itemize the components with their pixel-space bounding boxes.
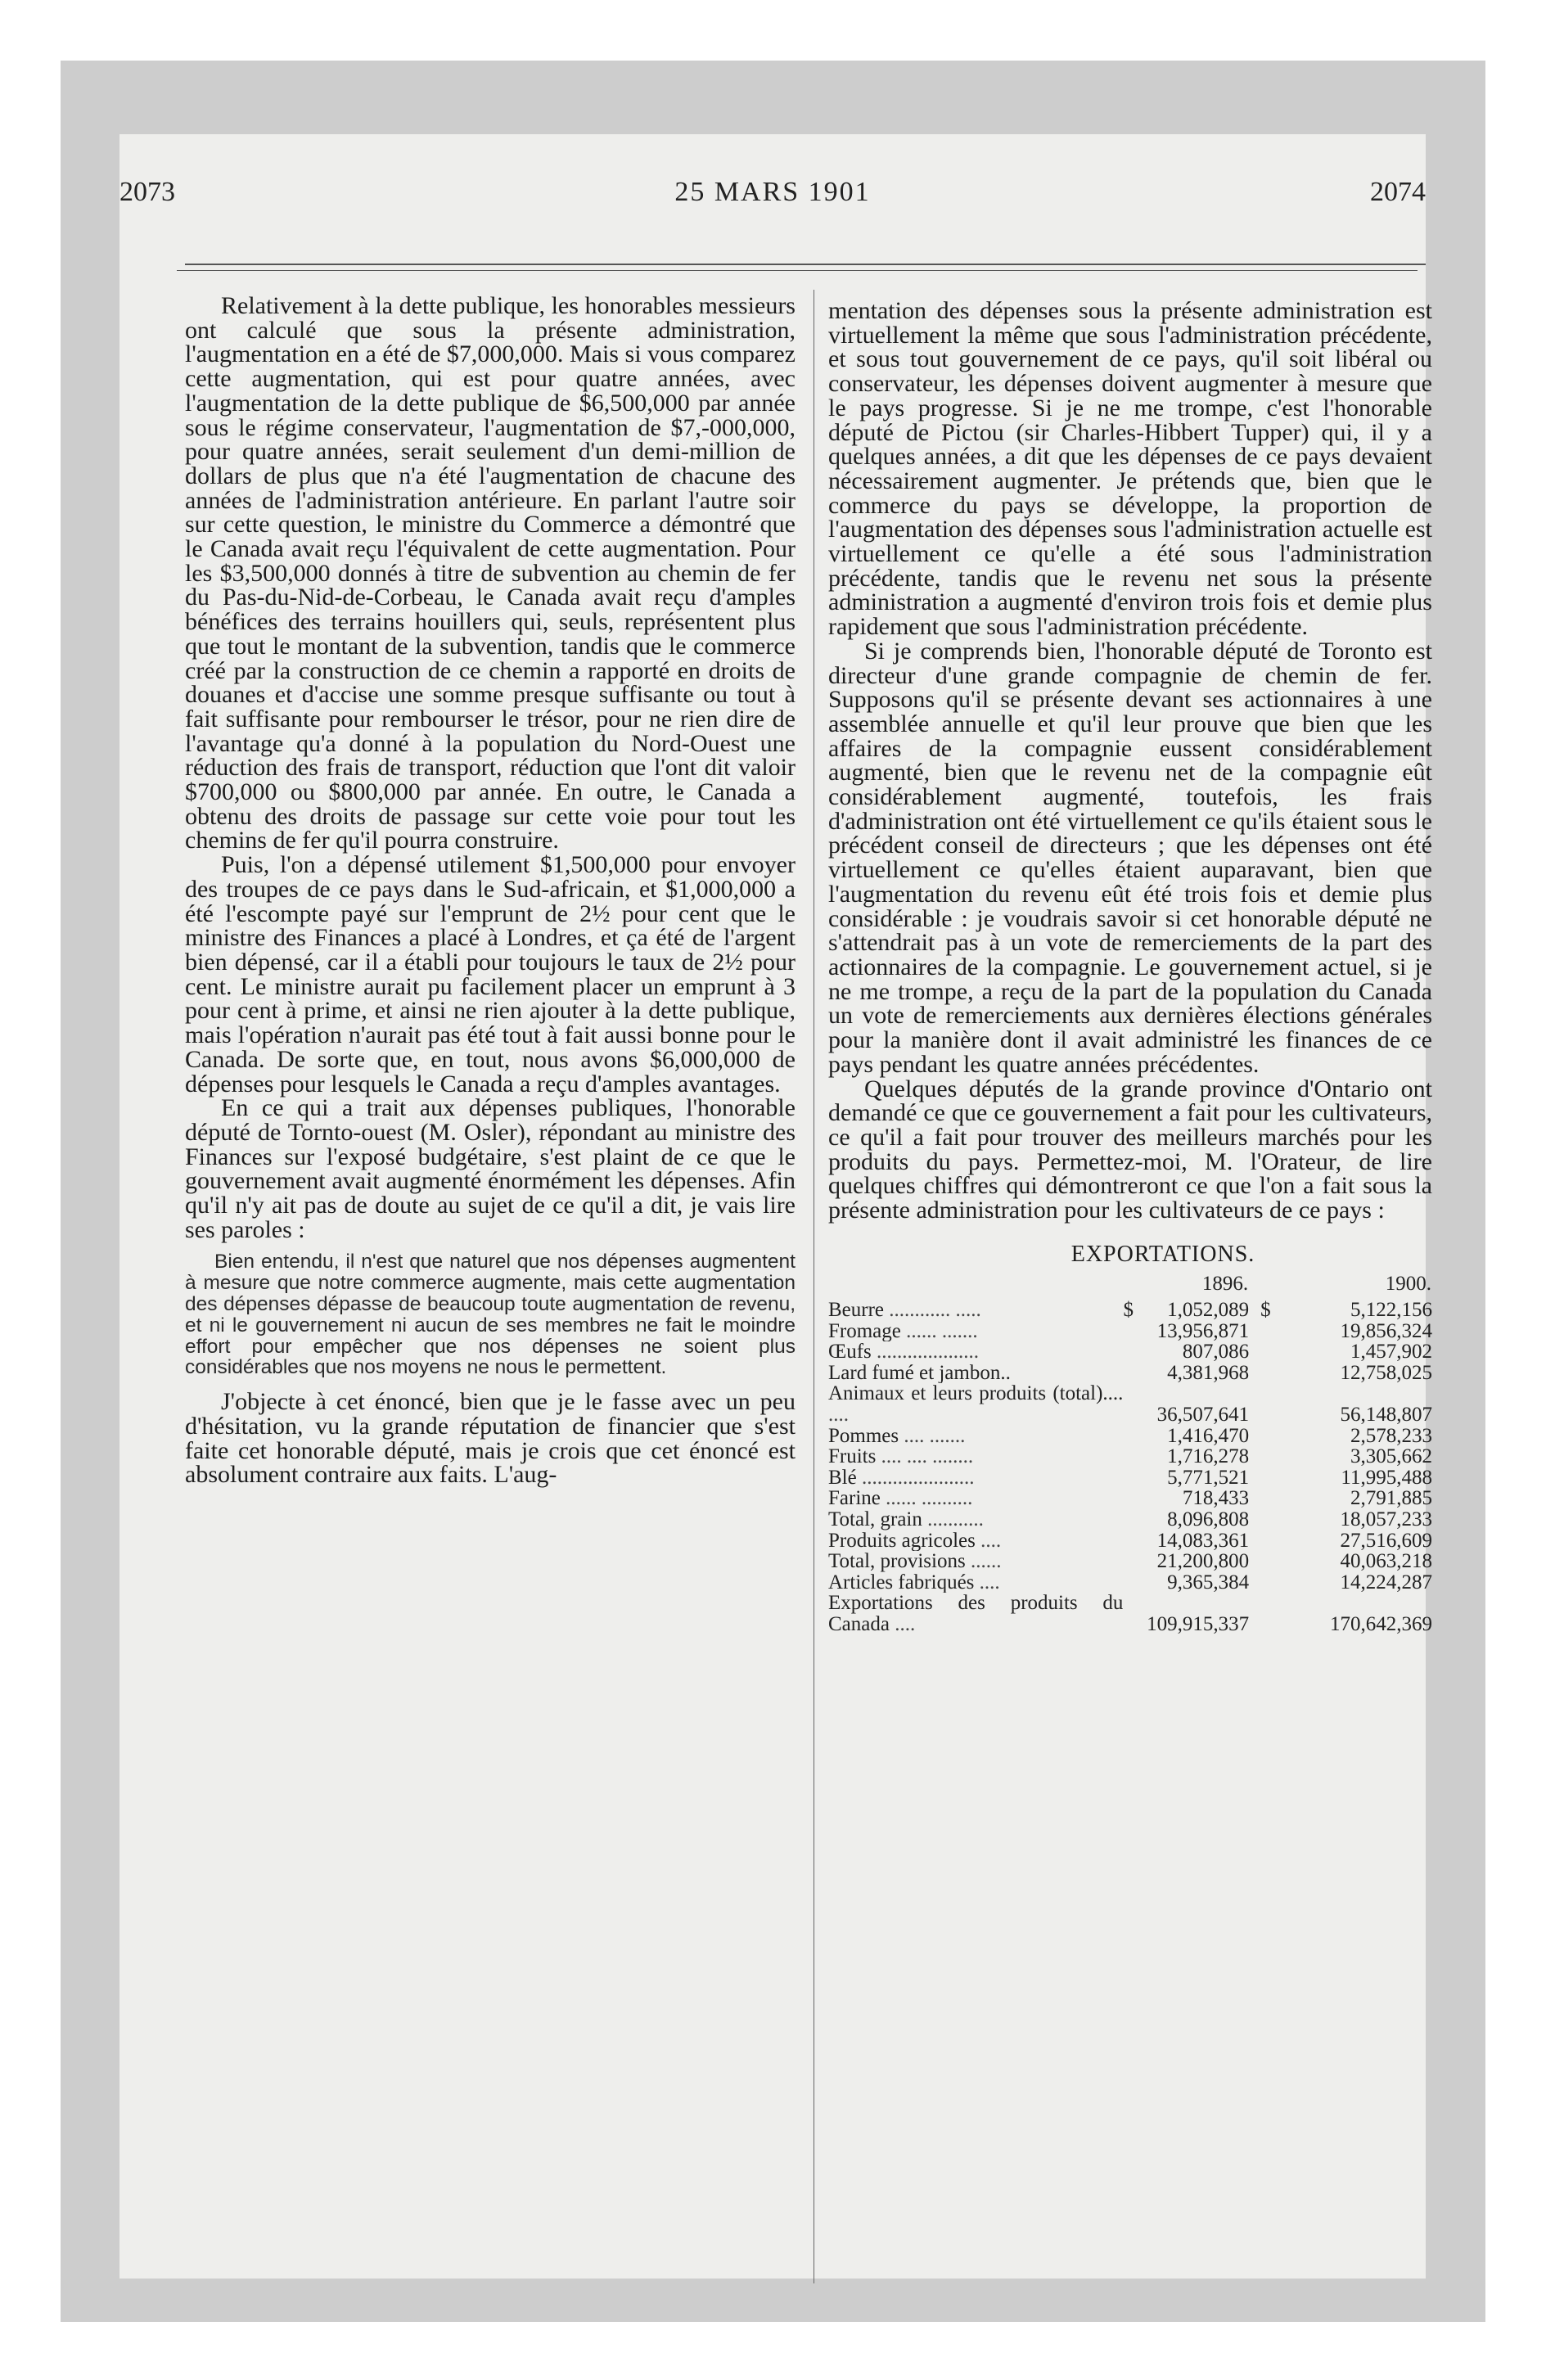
currency-1900 xyxy=(1249,1383,1284,1425)
export-item-label: Exportations des produits du Canada .... xyxy=(828,1593,1124,1635)
right-column xyxy=(828,299,1432,1635)
currency-1900 xyxy=(1249,1341,1284,1363)
value-1900: 14,224,287 xyxy=(1340,1571,1432,1593)
export-item-label: Articles fabriqués .... xyxy=(828,1571,1000,1593)
value-1896: 1,052,089 xyxy=(1167,1299,1250,1322)
currency-1900 xyxy=(1249,1467,1284,1489)
export-item-label: Blé ...................... xyxy=(828,1467,975,1489)
table-row xyxy=(828,1593,1432,1634)
table-row xyxy=(828,1530,1432,1552)
value-1896: 807,086 xyxy=(1182,1341,1250,1364)
table-row xyxy=(828,1321,1432,1342)
value-1900: 2,578,233 xyxy=(1350,1424,1432,1447)
export-item-label: Total, provisions ...... xyxy=(828,1551,1002,1572)
exports-header-row xyxy=(828,1273,1432,1300)
export-item-label: Pommes .... ....... xyxy=(828,1425,966,1447)
value-1896: 36,507,641 xyxy=(1156,1403,1250,1426)
value-1900: 1,457,902 xyxy=(1350,1341,1432,1364)
value-1896: 9,365,384 xyxy=(1167,1571,1250,1593)
table-row xyxy=(828,1509,1432,1530)
currency-1896 xyxy=(1123,1593,1147,1634)
table-row xyxy=(828,1363,1432,1384)
table-row xyxy=(828,1383,1432,1425)
currency-1896 xyxy=(1123,1426,1147,1447)
block-quote: Bien entendu, il n'est que naturel que nos dépenses augmentent à mesure que notre commerce augmente, mais cette augmentation des dépenses dépasse de beaucoup toute augmentation de revenu, et ni le gouvernement ni aucun de ses membres ne fait le moindre effort pour empêcher que nos dépenses ne soient plus considérables que nos moyens ne nous le permettent. xyxy=(185,1251,796,1379)
export-item-label: Animaux et leurs produits (total).... .... xyxy=(828,1383,1124,1426)
table-row xyxy=(828,1572,1432,1593)
value-1896: 718,433 xyxy=(1182,1487,1250,1510)
currency-1900 xyxy=(1249,1572,1284,1593)
right-paragraph-2: Si je comprends bien, l'honorable député de Toronto est directeur d'une grande compagnie de chemin de fer. Supposons qu'il se présente devant ses actionnaires à une assemblée annuelle et qu'il leur prouve que bien que les affaires de la compagnie eussent considérablement augmenté, bien que le revenu net de la compagnie eût considérablement augmenté, toutefois, les frais d'administration ont été virtuellement ce qu'ils étaient sous le précédent conseil de directeurs ; que les dépenses ont été virtuellement ce qu'elles étaient auparavant, bien que l'augmentation du revenu eût été trois fois et demie plus considérable : je voudrais savoir si cet honorable député ne s'attendrait pas à un vote de remerciements de la part des actionnaires de la compagnie. Le gouvernement actuel, si je ne me trompe, a reçu de la part de la population du Canada un vote de remerciements aux dernières élections générales pour la manière dont il avait administré les finances de ce pays pendant les quatre années précédentes. xyxy=(828,637,1432,1078)
right-paragraph-3: Quelques députés de la grande province d'Ontario ont demandé ce que ce gouvernement a fait pour les cultivateurs, ce qu'il a fait pour trouver des meilleurs marchés pour les produits du pays. Permettez-moi, M. l'Orateur, de lire quelques chiffres qui démontreront ce que l'on a fait sous la présente administration pour les cultivateurs de ce pays : xyxy=(828,1075,1432,1224)
value-1896: 109,915,337 xyxy=(1147,1612,1250,1635)
page-paper xyxy=(119,134,1432,2279)
currency-1896 xyxy=(1123,1488,1147,1509)
value-1896: 21,200,800 xyxy=(1156,1550,1250,1573)
value-1900: 2,791,885 xyxy=(1350,1487,1432,1510)
value-1900: 3,305,662 xyxy=(1350,1445,1432,1468)
page-date: 25 MARS 1901 xyxy=(674,177,871,207)
value-1900: 170,642,369 xyxy=(1330,1612,1432,1635)
table-row xyxy=(828,1341,1432,1363)
right-paragraph-1: mentation des dépenses sous la présente administration est virtuellement la même que sous l'administration précédente, et sous tout gouvernement de ce pays, qu'il soit libéral ou conservateur, les dépenses doivent augmenter à mesure que le pays progresse. Si je ne me trompe, c'est l'honorable député de Pictou (sir Charles-Hibbert Tupper) qui, il y a quelques années, a dit que les dépenses de ce pays devaient nécessairement augmenter. Je prétends que, bien que le commerce du pays se développe, la proportion de l'augmentation des dépenses sous l'administration actuelle est virtuellement ce qu'elle a été sous l'administration précédente, tandis que le revenu net sous la présente administration a augmenté d'environ trois fois et demie plus rapidement que sous l'administration précédente. xyxy=(828,297,1432,641)
export-item-label: Fruits .... .... ........ xyxy=(828,1446,974,1467)
value-1896: 4,381,968 xyxy=(1167,1361,1250,1384)
table-row xyxy=(828,1488,1432,1509)
currency-1896 xyxy=(1123,1509,1147,1530)
currency-1900 xyxy=(1249,1530,1284,1552)
currency-1900 xyxy=(1249,1509,1284,1530)
table-row xyxy=(828,1551,1432,1572)
value-1896: 13,956,871 xyxy=(1156,1319,1250,1342)
currency-1900 xyxy=(1249,1446,1284,1467)
value-1900: 27,516,609 xyxy=(1340,1529,1432,1552)
export-item-label: Total, grain ........... xyxy=(828,1508,984,1530)
export-item-label: Lard fumé et jambon.. xyxy=(828,1362,1011,1384)
header-rule xyxy=(185,264,1426,265)
currency-1896 xyxy=(1123,1551,1147,1572)
year-1896-header: 1896. xyxy=(1201,1273,1249,1296)
exports-table xyxy=(828,1273,1432,1634)
export-item-label: Produits agricoles .... xyxy=(828,1530,1002,1552)
left-paragraph-1: Relativement à la dette publique, les honorables messieurs ont calculé que sous la présente administration, l'augmentation en a été de $7,000,000. Mais si vous comparez cette augmentation, qui est pour quatre années, avec l'augmentation de la dette publique de $6,500,000 par année sous le régime conservateur, l'augmentation de $7,-000,000, pour quatre années, serait seulement d'un demi-million de dollars de plus que n'a été l'augmentation de chacune des années de l'administration antérieure. En parlant l'autre soir sur cette question, le ministre du Commerce a démontré que le Canada avait reçu l'équivalent de cette augmentation. Pour les $3,500,000 donnés à titre de subvention au chemin de fer du Pas-du-Nid-de-Corbeau, le Canada avait reçu d'amples bénéfices des terrains houillers qui, seuls, représentent plus que tout le montant de la subvention, tandis que le commerce créé par la construction de ce chemin a rapporté en droits de douanes et d'accise une somme presque suffisante ou tout à fait suffisante pour rembourser le trésor, pour ne rien dire de l'avantage qu'a donné à la population du Nord-Ouest une réduction des frais de transport, réduction que l'ont dit valoir $700,000 ou $800,000 par année. En outre, le Canada a obtenu des droits de passage sur cette voie pour tout les chemins de fer qu'il pourra construire. xyxy=(185,292,796,854)
currency-1900 xyxy=(1249,1426,1284,1447)
currency-1896 xyxy=(1123,1530,1147,1552)
exports-table-title: EXPORTATIONS. xyxy=(1070,1241,1255,1267)
value-1900: 56,148,807 xyxy=(1340,1403,1432,1426)
currency-1900 xyxy=(1249,1551,1284,1572)
value-1900: 11,995,488 xyxy=(1341,1466,1432,1489)
table-row xyxy=(828,1467,1432,1489)
currency-1896 xyxy=(1123,1383,1147,1425)
currency-1896 xyxy=(1123,1321,1147,1342)
currency-1896 xyxy=(1123,1572,1147,1593)
page-number-left: 2073 xyxy=(119,177,175,207)
left-paragraph-3: En ce qui a trait aux dépenses publiques, l'honorable député de Tornto-ouest (M. Osler), répondant au ministre des Finances sur l'exposé budgétaire, s'est plaint de ce que le gouvernement avait augmenté énormément les dépenses. Afin qu'il n'y ait pas de doute au sujet de ce qu'il a dit, je vais lire ses paroles : xyxy=(185,1094,796,1243)
value-1900: 19,856,324 xyxy=(1340,1319,1432,1342)
value-1900: 18,057,233 xyxy=(1340,1508,1432,1530)
header-rule-thin xyxy=(177,270,1418,271)
left-paragraph-2: Puis, l'on a dépensé utilement $1,500,000 pour envoyer des troupes de ce pays dans le Sud-africain, et $1,000,000 a été l'escompte payé sur l'emprunt de 2½ pour cent que le ministre des Finances a placé à Londres, et ça été de l'argent bien dépensé, car il a établi pour toujours le taux de 2½ pour cent. Le ministre aurait pu facilement placer un emprunt à 3 pour cent à prime, et ainsi ne rien ajouter à la dette publique, mais l'opération n'aurait pas été tout à fait aussi bonne pour le Canada. De sorte que, en tout, nous avons $6,000,000 de dépenses pour lesquels le Canada a reçu d'amples avantages. xyxy=(185,851,796,1098)
export-item-label: Farine ...... .......... xyxy=(828,1488,973,1509)
currency-1896 xyxy=(1123,1467,1147,1489)
export-item-label: Œufs .................... xyxy=(828,1341,980,1363)
table-row xyxy=(828,1300,1432,1321)
currency-1896: $ xyxy=(1123,1299,1134,1322)
page-header xyxy=(119,177,1426,218)
currency-1900 xyxy=(1249,1488,1284,1509)
export-item-label: Fromage ...... ....... xyxy=(828,1320,978,1342)
table-row xyxy=(828,1446,1432,1467)
currency-1900 xyxy=(1249,1593,1284,1634)
currency-1900 xyxy=(1249,1363,1284,1384)
value-1896: 5,771,521 xyxy=(1167,1466,1250,1489)
scanned-page-border xyxy=(61,61,1485,2322)
year-1900-header: 1900. xyxy=(1385,1273,1431,1296)
currency-1896 xyxy=(1123,1341,1147,1363)
value-1896: 8,096,808 xyxy=(1167,1508,1250,1530)
export-item-label: Beurre ............ ..... xyxy=(828,1300,981,1321)
currency-1896 xyxy=(1123,1446,1147,1467)
left-paragraph-4: J'objecte à cet énoncé, bien que je le fasse avec un peu d'hésitation, vu la grande réputation de financier que s'est faite cet honorable député, mais je crois que cet énoncé est absolument contraire aux faits. L'aug- xyxy=(185,1388,796,1489)
currency-1900: $ xyxy=(1260,1299,1271,1322)
currency-1900 xyxy=(1249,1321,1284,1342)
value-1896: 14,083,361 xyxy=(1156,1529,1250,1552)
value-1900: 5,122,156 xyxy=(1350,1299,1432,1322)
value-1896: 1,416,470 xyxy=(1167,1424,1250,1447)
left-column xyxy=(185,294,796,1487)
value-1900: 12,758,025 xyxy=(1340,1361,1432,1384)
page-number-right: 2074 xyxy=(1370,177,1426,207)
value-1896: 1,716,278 xyxy=(1167,1445,1250,1468)
value-1900: 40,063,218 xyxy=(1340,1550,1432,1573)
table-row xyxy=(828,1426,1432,1447)
currency-1896 xyxy=(1123,1363,1147,1384)
